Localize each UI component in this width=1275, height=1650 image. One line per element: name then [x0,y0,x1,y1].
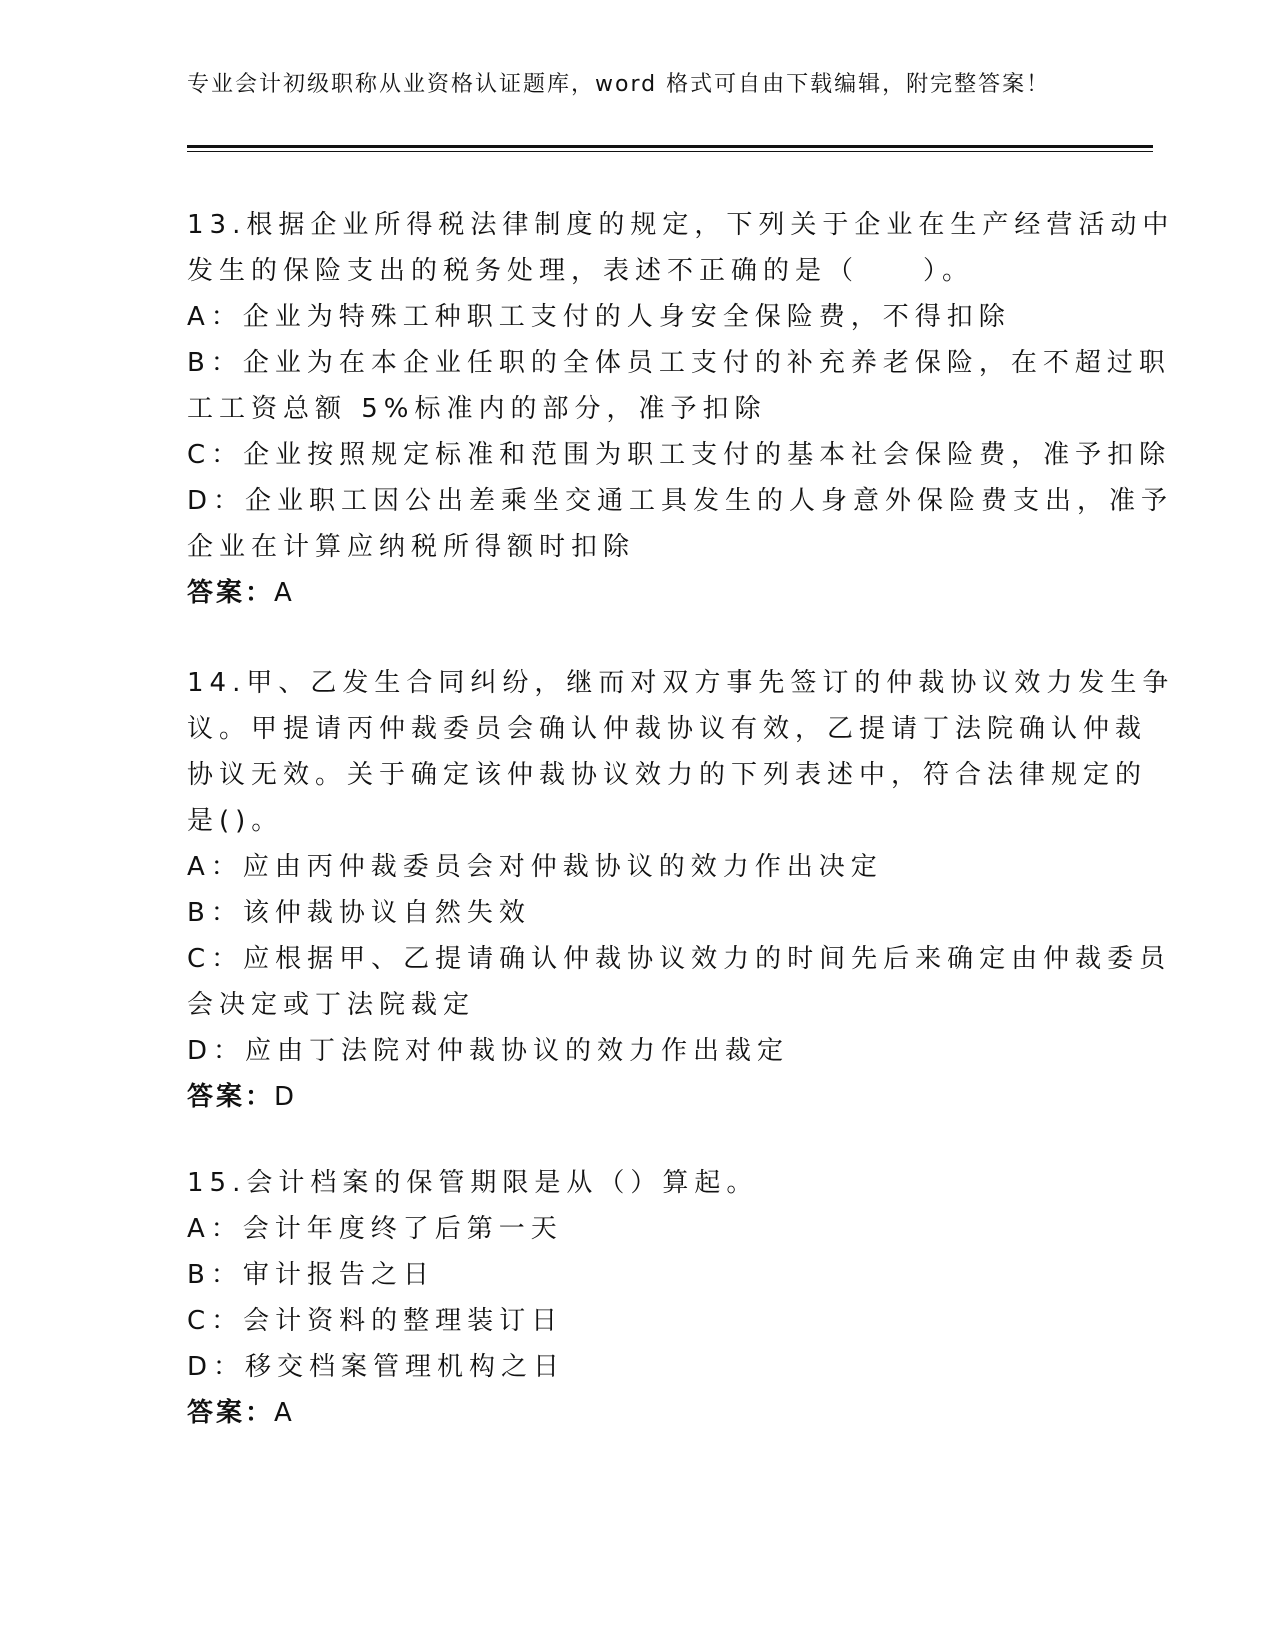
option-a: A：应由丙仲裁委员会对仲裁协议的效力作出决定 [187,852,883,882]
answer-label: 答案： [187,1082,275,1112]
option-c: C：应根据甲、乙提请确认仲裁协议效力的时间先后来确定由仲裁委员 [187,944,1172,974]
question-text-line: 议。甲提请丙仲裁委员会确认仲裁协议有效，乙提请丁法院确认仲裁 [187,714,1148,744]
option-b-continued: 工工资总额 5%标准内的部分，准予扣除 [187,394,767,424]
answer-line [187,1390,1087,1436]
option-a: A：企业为特殊工种职工支付的人身安全保险费，不得扣除 [187,302,1011,332]
answer-line [187,1074,1087,1120]
header-rule-thick [187,145,1153,148]
answer-label: 答案： [187,578,275,608]
question-text-line: 15.会计档案的保管期限是从（）算起。 [187,1168,759,1198]
option-d: D：移交档案管理机构之日 [187,1352,566,1382]
answer-line [187,570,1087,616]
answer-value: A [274,1398,295,1428]
option-a: A：会计年度终了后第一天 [187,1214,563,1244]
option-c: C：会计资料的整理装订日 [187,1306,564,1336]
question-15 [187,1160,1087,1436]
option-d: D：企业职工因公出差乘坐交通工具发生的人身意外保险费支出，准予 [187,486,1174,516]
question-text-line: 13.根据企业所得税法律制度的规定，下列关于企业在生产经营活动中 [187,210,1175,240]
option-d-continued: 企业在计算应纳税所得额时扣除 [187,532,636,562]
answer-label: 答案： [187,1398,275,1428]
option-c: C：企业按照规定标准和范围为职工支付的基本社会保险费，准予扣除 [187,440,1172,470]
option-d: D：应由丁法院对仲裁协议的效力作出裁定 [187,1036,790,1066]
question-13 [187,202,1175,616]
option-b: B：该仲裁协议自然失效 [187,898,531,928]
option-b: B：审计报告之日 [187,1260,435,1290]
question-text-line: 协议无效。关于确定该仲裁协议效力的下列表述中，符合法律规定的 [187,760,1148,790]
question-text-line: 发生的保险支出的税务处理，表述不正确的是（ ）。 [187,256,975,286]
header-rule-thin [187,151,1153,152]
question-14 [187,660,1175,1120]
answer-value: A [274,578,295,608]
question-text-line: 14.甲、乙发生合同纠纷，继而对双方事先签订的仲裁协议效力发生争 [187,668,1175,698]
option-c-continued: 会决定或丁法院裁定 [187,990,476,1020]
question-text-line: 是()。 [187,806,284,836]
answer-value: D [274,1082,298,1112]
option-b: B：企业为在本企业任职的全体员工支付的补充养老保险，在不超过职 [187,348,1171,378]
page-header-text: 专业会计初级职称从业资格认证题库，word 格式可自由下载编辑，附完整答案！ [187,72,1051,97]
